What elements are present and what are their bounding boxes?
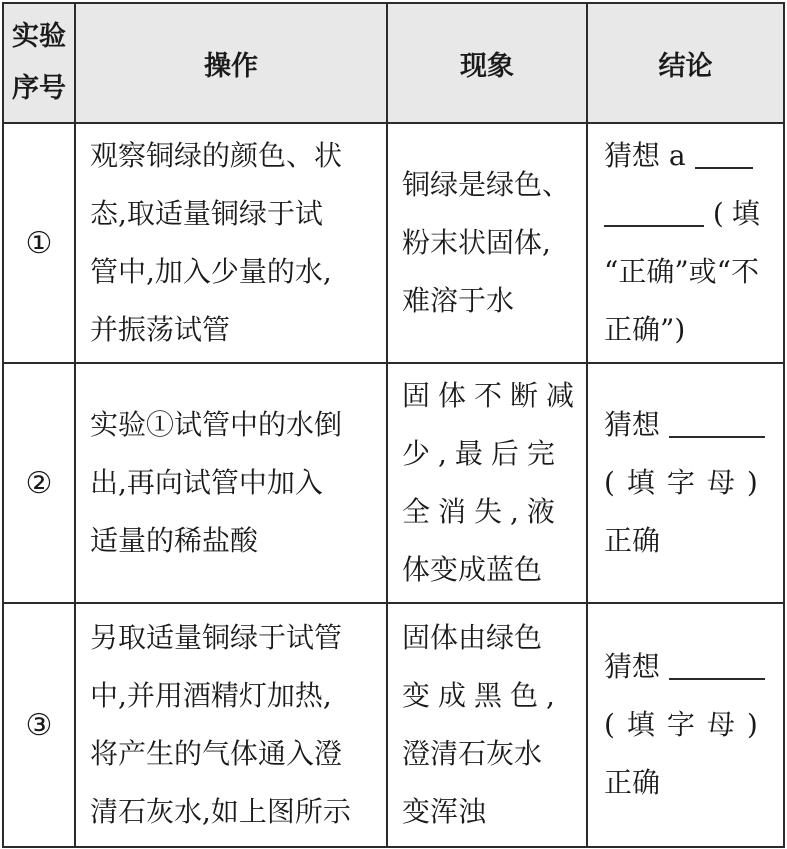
operation-line: 态,取适量铜绿于试	[90, 197, 323, 230]
phenomenon-line: 固体由绿色	[402, 621, 543, 654]
phenomenon-line: 变成黑色,	[402, 679, 563, 712]
conclusion-fill-note: (填	[712, 197, 768, 230]
table-row	[3, 123, 784, 363]
conclusion-line	[604, 638, 771, 696]
operation-line: 观察铜绿的颜色、状	[90, 139, 343, 172]
answer-blank[interactable]	[604, 195, 704, 227]
operation-line: 实验①试管中的水倒	[90, 408, 343, 441]
header-number-line2: 序号	[12, 73, 66, 104]
row-number: ②	[3, 363, 75, 603]
phenomenon-line: 铜绿是绿色、	[402, 168, 571, 201]
conclusion-cell	[587, 603, 784, 847]
conclusion-line	[604, 127, 771, 185]
operation-line: 适量的稀盐酸	[90, 524, 259, 557]
conclusion-line: (填字母)	[604, 466, 770, 499]
header-phenomenon: 现象	[387, 3, 587, 123]
conclusion-line: 正确	[604, 766, 661, 799]
conclusion-line: “正确”或“不	[604, 255, 759, 288]
header-conclusion: 结论	[587, 3, 784, 123]
header-operation: 操作	[75, 3, 387, 123]
phenomenon-cell	[387, 123, 587, 363]
phenomenon-line: 变浑浊	[402, 795, 487, 828]
phenomenon-line: 澄清石灰水	[402, 737, 543, 770]
phenomenon-line: 少,最后完	[402, 437, 563, 470]
conclusion-line: 正确	[604, 524, 661, 557]
phenomenon-cell	[387, 603, 587, 847]
conclusion-cell	[587, 363, 784, 603]
operation-line: 出,再向试管中加入	[90, 466, 323, 499]
conclusion-prefix: 猜想	[604, 408, 661, 441]
header-experiment-number	[3, 3, 75, 123]
operation-cell	[75, 363, 387, 603]
phenomenon-line: 难溶于水	[402, 284, 515, 317]
header-row	[3, 3, 784, 123]
answer-blank[interactable]	[669, 648, 765, 680]
phenomenon-line: 固体不断减	[402, 379, 583, 412]
row-number: ①	[3, 123, 75, 363]
phenomenon-line: 粉末状固体,	[402, 226, 551, 259]
conclusion-line	[604, 396, 771, 454]
conclusion-line: 正确”)	[604, 313, 686, 346]
phenomenon-line: 体变成蓝色	[402, 553, 543, 586]
operation-line: 另取适量铜绿于试管	[90, 621, 343, 654]
operation-line: 管中,加入少量的水,	[90, 255, 332, 288]
phenomenon-line: 全消失,液	[402, 495, 563, 528]
operation-line: 并振荡试管	[90, 313, 231, 346]
experiment-table	[2, 2, 785, 848]
conclusion-cell	[587, 123, 784, 363]
operation-cell	[75, 123, 387, 363]
operation-line: 中,并用酒精灯加热,	[90, 679, 332, 712]
conclusion-line	[604, 185, 771, 243]
header-number-line1: 实验	[12, 21, 66, 52]
table-row	[3, 603, 784, 847]
conclusion-line: (填字母)	[604, 708, 770, 741]
answer-blank[interactable]	[695, 137, 753, 169]
answer-blank[interactable]	[669, 406, 765, 438]
row-number: ③	[3, 603, 75, 847]
operation-cell	[75, 603, 387, 847]
phenomenon-cell	[387, 363, 587, 603]
conclusion-prefix: 猜想 a	[604, 139, 686, 172]
operation-line: 将产生的气体通入澄	[90, 737, 343, 770]
conclusion-prefix: 猜想	[604, 650, 661, 683]
operation-line: 清石灰水,如上图所示	[90, 795, 351, 828]
table-row	[3, 363, 784, 603]
